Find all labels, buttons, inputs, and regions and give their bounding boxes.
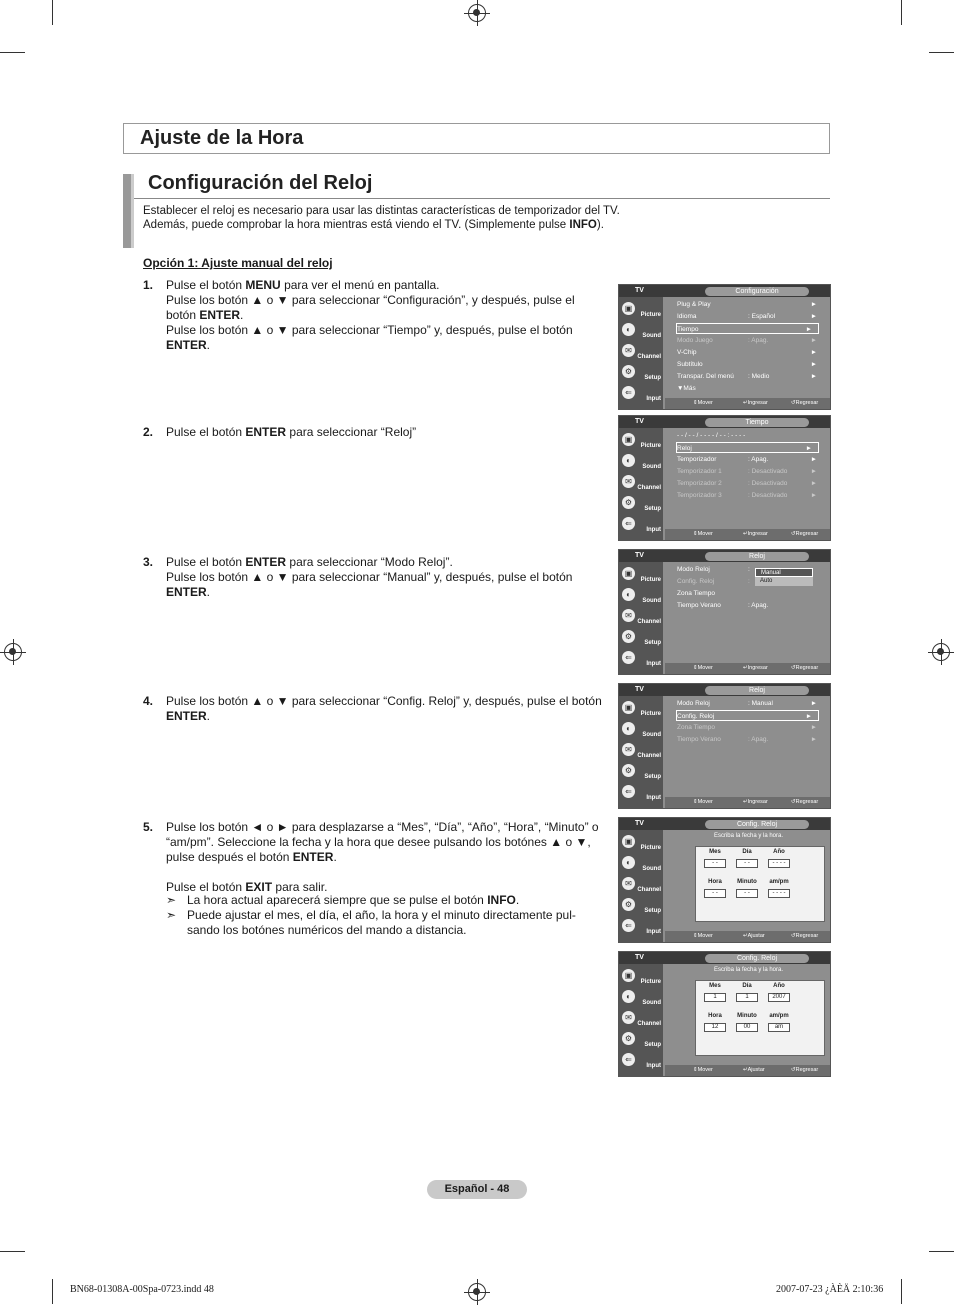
tv-sidebar: [619, 297, 663, 409]
tv-row-value: : Medio: [748, 373, 770, 380]
tv-side-label: Sound: [642, 732, 661, 738]
clock-panel: [695, 846, 825, 922]
tv-side-item: [619, 585, 663, 606]
menu-icon: ⇐: [622, 386, 635, 399]
menu-icon: ⇐: [622, 785, 635, 798]
tv-row-key: Idioma: [677, 313, 697, 320]
tv-row-value: : Desactivado: [748, 468, 788, 475]
tv-menu-title: Tiempo: [705, 418, 809, 427]
arrow-right-icon: ►: [810, 337, 817, 344]
menu-icon: ▣: [622, 567, 635, 580]
file-info: BN68-01308A-00Spa-0723.indd 48: [70, 1284, 214, 1295]
menu-icon: ▣: [622, 433, 635, 446]
menu-icon: ◐: [622, 856, 635, 869]
tv-row-key: Reloj: [677, 445, 692, 452]
tv-side-label: Channel: [637, 354, 661, 360]
tv-screen: [618, 415, 831, 541]
tv-menu-title: Config. Reloj: [705, 954, 809, 963]
tv-side-item: [619, 430, 663, 451]
menu-icon: ▣: [622, 969, 635, 982]
tv-side-item: [619, 782, 663, 803]
tv-menu: [665, 297, 830, 397]
clock-label: Minuto: [737, 1013, 757, 1019]
tv-side-item: [619, 341, 663, 362]
tv-menu-row: [676, 442, 819, 453]
clock-field: - - - -: [768, 889, 790, 898]
tv-row-key: Tiempo Verano: [677, 736, 721, 743]
menu-icon: ◐: [622, 990, 635, 1003]
tv-side-item: [619, 761, 663, 782]
tv-row-key: - - / - - / - - - - / - - : - - - -: [677, 432, 746, 439]
tv-sidebar: [619, 696, 663, 808]
tv-menu-row: [677, 454, 823, 465]
arrow-right-icon: ►: [810, 700, 817, 707]
menu-icon: ▣: [622, 835, 635, 848]
tv-row-value: : Desactivado: [748, 480, 788, 487]
tv-side-label: Channel: [637, 887, 661, 893]
tv-menu-row: [677, 383, 823, 394]
menu-icon: ▣: [622, 302, 635, 315]
arrow-right-icon: ►: [810, 361, 817, 368]
tv-row-key: Transpar. Del menú: [677, 373, 734, 380]
intro-line-2: Además, puede comprobar la hora mientras está viendo el TV. (Simplemente pulse INFO).: [143, 219, 604, 231]
tv-menu-row: [677, 588, 823, 599]
tv-caption: Escriba la fecha y la hora.: [713, 967, 784, 973]
intro-line-1: Establecer el reloj es necesario para usar las distintas características de temporizador del TV.: [143, 205, 620, 217]
section-divider: [134, 198, 830, 199]
tv-help-bar: [665, 1065, 830, 1076]
tv-menu-row: [677, 600, 823, 611]
tv-side-label: Input: [646, 795, 661, 801]
arrow-right-icon: ►: [810, 373, 817, 380]
help-move: ⇕ Mover: [693, 799, 713, 805]
tv-header: [619, 285, 830, 297]
step-5: 5. Pulse los botón ◄ o ► para desplazarse a “Mes”, “Día”, “Año”, “Hora”, “Minuto” o “am/pm”. Seleccione la fecha y la hora que desee pulsando los botónes ▲ o ▼, pulse después el botón ENTER. Pulse el botón EXIT para salir.: [143, 820, 599, 894]
tv-side-item: [619, 564, 663, 585]
arrow-icon: ➣: [166, 908, 177, 922]
tv-side-label: Picture: [640, 845, 661, 851]
arrow-right-icon: ►: [810, 480, 817, 487]
tv-side-item: [619, 606, 663, 627]
tv-caption: Escriba la fecha y la hora.: [713, 833, 784, 839]
arrow-right-icon: ►: [810, 313, 817, 320]
arrow-right-icon: ►: [805, 445, 812, 452]
tv-side-label: Input: [646, 527, 661, 533]
page-number-badge: Español - 48: [427, 1180, 527, 1199]
tv-row-value: :: [748, 578, 750, 585]
tv-side-label: Picture: [640, 312, 661, 318]
tv-row-key: Subtítulo: [677, 361, 703, 368]
tv-side-label: Input: [646, 396, 661, 402]
clock-panel: [695, 980, 825, 1056]
tv-screen: [618, 284, 831, 410]
tv-menu-row: [677, 347, 823, 358]
tv-side-item: [619, 299, 663, 320]
tv-menu-row: [677, 466, 823, 477]
tv-side-label: Picture: [640, 711, 661, 717]
menu-icon: ◐: [622, 722, 635, 735]
tv-row-key: Modo Juego: [677, 337, 713, 344]
menu-icon: ⚙: [622, 496, 635, 509]
tv-side-label: Channel: [637, 619, 661, 625]
tv-row-value: : Desactivado: [748, 492, 788, 499]
tv-help-bar: [665, 931, 830, 942]
tv-side-label: Sound: [642, 866, 661, 872]
menu-icon: ⚙: [622, 898, 635, 911]
help-return: ↺ Regresar: [791, 400, 819, 406]
clock-field: 1: [736, 993, 758, 1002]
option-heading: Opción 1: Ajuste manual del reloj: [143, 256, 333, 270]
tv-side-item: [619, 1050, 663, 1071]
note-1: ➣ La hora actual aparecerá siempre que se pulse el botón INFO.: [166, 893, 520, 907]
tv-menu-row: [677, 490, 823, 501]
arrow-right-icon: ►: [810, 468, 817, 475]
tv-side-item: [619, 362, 663, 383]
tv-row-value: : Apag.: [748, 456, 769, 463]
tv-row-value: : Apag.: [748, 337, 769, 344]
tv-screen: [618, 817, 831, 943]
tv-menu-title: Reloj: [705, 552, 809, 561]
tv-side-label: Input: [646, 1063, 661, 1069]
clock-field: - -: [736, 859, 758, 868]
menu-icon: ⚙: [622, 365, 635, 378]
note-2: ➣ Puede ajustar el mes, el día, el año, la hora y el minuto directamente pul-sando los botónes numéricos del mando a distancia.: [166, 908, 576, 937]
tv-row-value: : Apag.: [748, 736, 769, 743]
clock-field: 00: [736, 1023, 758, 1032]
main-title-box: [123, 123, 830, 154]
help-enter: ↵ Ajustar: [743, 1067, 765, 1073]
clock-label: Mes: [709, 983, 721, 989]
clock-label: Mes: [709, 849, 721, 855]
tv-side-item: [619, 966, 663, 987]
tv-menu-row: [677, 722, 823, 733]
menu-icon: ✉: [622, 344, 635, 357]
tv-side-item: [619, 987, 663, 1008]
tv-row-key: Tiempo Verano: [677, 602, 721, 609]
tv-side-label: Input: [646, 929, 661, 935]
tv-menu-row: [677, 335, 823, 346]
tv-side-label: Picture: [640, 443, 661, 449]
tv-side-item: [619, 514, 663, 535]
tv-row-value: :: [748, 566, 750, 573]
tv-screen: [618, 549, 831, 675]
clock-field: am: [768, 1023, 790, 1032]
arrow-right-icon: ►: [810, 301, 817, 308]
tv-menu: [665, 964, 830, 1064]
help-return: ↺ Regresar: [791, 933, 819, 939]
help-enter: ↵ Ingresar: [743, 665, 768, 671]
help-return: ↺ Regresar: [791, 1067, 819, 1073]
tv-header: [619, 416, 830, 428]
step-2: 2. Pulse el botón ENTER para seleccionar “Reloj”: [143, 425, 417, 439]
tv-side-item: [619, 916, 663, 937]
tv-menu-title: Configuración: [705, 287, 809, 296]
arrow-right-icon: ►: [810, 456, 817, 463]
tv-label: TV: [635, 552, 644, 559]
arrow-right-icon: ►: [805, 713, 812, 720]
tv-side-label: Sound: [642, 1000, 661, 1006]
help-move: ⇕ Mover: [693, 665, 713, 671]
tv-side-item: [619, 451, 663, 472]
tv-side-label: Setup: [644, 506, 661, 512]
tv-row-key: Temporizador 1: [677, 468, 722, 475]
tv-dropdown-option: Manual: [755, 568, 813, 577]
tv-side-label: Channel: [637, 753, 661, 759]
clock-label: Día: [742, 983, 752, 989]
clock-field: - -: [704, 859, 726, 868]
clock-label: Hora: [708, 879, 722, 885]
tv-menu-title: Reloj: [705, 686, 809, 695]
tv-side-item: [619, 853, 663, 874]
tv-header: [619, 818, 830, 830]
clock-field: - -: [736, 889, 758, 898]
main-title: Ajuste de la Hora: [140, 127, 304, 149]
registration-mark-icon: [4, 643, 22, 661]
clock-label: am/pm: [769, 1013, 789, 1019]
tv-row-key: Temporizador 2: [677, 480, 722, 487]
tv-side-label: Channel: [637, 485, 661, 491]
tv-row-key: ▼Más: [677, 385, 696, 392]
clock-field: - -: [704, 889, 726, 898]
tv-menu-row: [677, 478, 823, 489]
menu-icon: ✉: [622, 475, 635, 488]
help-enter: ↵ Ingresar: [743, 799, 768, 805]
tv-menu: [665, 830, 830, 930]
tv-row-key: Tiempo: [677, 326, 699, 333]
menu-icon: ⇐: [622, 1053, 635, 1066]
tv-side-label: Picture: [640, 979, 661, 985]
menu-icon: ▣: [622, 701, 635, 714]
tv-sidebar: [619, 964, 663, 1076]
tv-side-item: [619, 320, 663, 341]
clock-label: Hora: [708, 1013, 722, 1019]
tv-side-item: [619, 472, 663, 493]
tv-side-item: [619, 740, 663, 761]
tv-row-value: : Manual: [748, 700, 773, 707]
tv-side-item: [619, 383, 663, 404]
help-move: ⇕ Mover: [693, 531, 713, 537]
tv-menu: [665, 562, 830, 662]
section-bar: [123, 174, 131, 248]
tv-label: TV: [635, 686, 644, 693]
tv-row-value: : Apag.: [748, 602, 769, 609]
tv-screen: [618, 683, 831, 809]
clock-label: Año: [773, 849, 785, 855]
tv-label: TV: [635, 954, 644, 961]
tv-row-key: Zona Tiempo: [677, 724, 715, 731]
tv-row-key: Modo Reloj: [677, 566, 710, 573]
step-3: 3. Pulse el botón ENTER para seleccionar “Modo Reloj”. Pulse los botón ▲ o ▼ para seleccionar “Manual” y, después, pulse el botón ENTER.: [143, 555, 573, 599]
tv-menu-title: Config. Reloj: [705, 820, 809, 829]
tv-side-label: Input: [646, 661, 661, 667]
help-return: ↺ Regresar: [791, 531, 819, 537]
tv-menu-row: [677, 698, 823, 709]
tv-sidebar: [619, 428, 663, 540]
menu-icon: ⚙: [622, 1032, 635, 1045]
tv-side-item: [619, 832, 663, 853]
menu-icon: ◐: [622, 454, 635, 467]
tv-side-item: [619, 895, 663, 916]
menu-icon: ⇐: [622, 919, 635, 932]
arrow-right-icon: ►: [810, 492, 817, 499]
menu-icon: ⚙: [622, 764, 635, 777]
menu-icon: ◐: [622, 323, 635, 336]
tv-row-value: : Español: [748, 313, 776, 320]
clock-label: Minuto: [737, 879, 757, 885]
clock-label: Día: [742, 849, 752, 855]
tv-dropdown-option: Auto: [760, 578, 773, 584]
tv-side-label: Sound: [642, 598, 661, 604]
tv-row-key: Config. Reloj: [677, 578, 715, 585]
arrow-right-icon: ►: [805, 326, 812, 333]
tv-dropdown: [755, 568, 813, 586]
step-4: 4. Pulse los botón ▲ o ▼ para seleccionar “Config. Reloj” y, después, pulse el botón ENTER.: [143, 694, 602, 723]
tv-menu-row: [677, 430, 823, 441]
tv-label: TV: [635, 820, 644, 827]
tv-sidebar: [619, 830, 663, 942]
help-enter: ↵ Ingresar: [743, 400, 768, 406]
tv-help-bar: [665, 398, 830, 409]
tv-side-item: [619, 719, 663, 740]
tv-sidebar: [619, 562, 663, 674]
arrow-right-icon: ►: [810, 349, 817, 356]
menu-icon: ⇐: [622, 651, 635, 664]
tv-row-key: V-Chip: [677, 349, 697, 356]
help-move: ⇕ Mover: [693, 1067, 713, 1073]
registration-mark-icon: [468, 1283, 486, 1301]
menu-icon: ◐: [622, 588, 635, 601]
tv-help-bar: [665, 529, 830, 540]
clock-field: 1: [704, 993, 726, 1002]
menu-icon: ✉: [622, 1011, 635, 1024]
tv-side-label: Channel: [637, 1021, 661, 1027]
clock-label: Año: [773, 983, 785, 989]
tv-menu-row: [677, 359, 823, 370]
tv-side-label: Setup: [644, 375, 661, 381]
tv-label: TV: [635, 418, 644, 425]
tv-menu-row: [676, 323, 819, 334]
help-move: ⇕ Mover: [693, 400, 713, 406]
tv-row-key: Temporizador 3: [677, 492, 722, 499]
help-enter: ↵ Ajustar: [743, 933, 765, 939]
section-title: Configuración del Reloj: [148, 172, 373, 194]
arrow-right-icon: ►: [810, 736, 817, 743]
tv-side-label: Sound: [642, 333, 661, 339]
tv-side-label: Setup: [644, 774, 661, 780]
help-return: ↺ Regresar: [791, 665, 819, 671]
tv-side-label: Setup: [644, 908, 661, 914]
section-bar-light: [131, 174, 134, 248]
tv-header: [619, 952, 830, 964]
menu-icon: ✉: [622, 609, 635, 622]
arrow-right-icon: ►: [810, 724, 817, 731]
menu-icon: ✉: [622, 877, 635, 890]
tv-row-key: Plug & Play: [677, 301, 711, 308]
clock-field: 12: [704, 1023, 726, 1032]
tv-menu-row: [676, 710, 819, 721]
menu-icon: ⚙: [622, 630, 635, 643]
tv-help-bar: [665, 663, 830, 674]
tv-menu: [665, 696, 830, 796]
menu-icon: ✉: [622, 743, 635, 756]
registration-mark-icon: [468, 4, 486, 22]
tv-side-label: Setup: [644, 640, 661, 646]
tv-row-key: Temporizador: [677, 456, 717, 463]
tv-menu-row: [677, 371, 823, 382]
tv-side-item: [619, 698, 663, 719]
tv-side-label: Setup: [644, 1042, 661, 1048]
registration-mark-icon: [932, 643, 950, 661]
tv-menu: [665, 428, 830, 528]
tv-menu-row: [677, 299, 823, 310]
tv-row-key: Config. Reloj: [677, 713, 715, 720]
tv-side-item: [619, 493, 663, 514]
tv-side-item: [619, 627, 663, 648]
tv-header: [619, 550, 830, 562]
tv-side-label: Sound: [642, 464, 661, 470]
tv-menu-row: [677, 734, 823, 745]
tv-side-item: [619, 648, 663, 669]
tv-menu-row: [677, 311, 823, 322]
tv-side-item: [619, 874, 663, 895]
tv-side-label: Picture: [640, 577, 661, 583]
step-1: 1. Pulse el botón MENU para ver el menú en pantalla. Pulse los botón ▲ o ▼ para seleccionar “Configuración”, y después, pulse el botón ENTER. Pulse los botón ▲ o ▼ para seleccionar “Tiempo” y, después, pulse el botón ENTER.: [143, 278, 575, 352]
tv-side-item: [619, 1008, 663, 1029]
tv-row-key: Modo Reloj: [677, 700, 710, 707]
help-return: ↺ Regresar: [791, 799, 819, 805]
tv-screen: [618, 951, 831, 1077]
tv-row-key: Zona Tiempo: [677, 590, 715, 597]
clock-field: 2007: [768, 993, 790, 1002]
clock-field: - - - -: [768, 859, 790, 868]
menu-icon: ⇐: [622, 517, 635, 530]
tv-header: [619, 684, 830, 696]
arrow-icon: ➣: [166, 893, 177, 907]
tv-side-item: [619, 1029, 663, 1050]
intro-text: [143, 204, 703, 232]
tv-label: TV: [635, 287, 644, 294]
help-enter: ↵ Ingresar: [743, 531, 768, 537]
clock-label: am/pm: [769, 879, 789, 885]
help-move: ⇕ Mover: [693, 933, 713, 939]
tv-help-bar: [665, 797, 830, 808]
print-date: 2007-07-23 ¿ÀÈÄ 2:10:36: [776, 1284, 884, 1295]
